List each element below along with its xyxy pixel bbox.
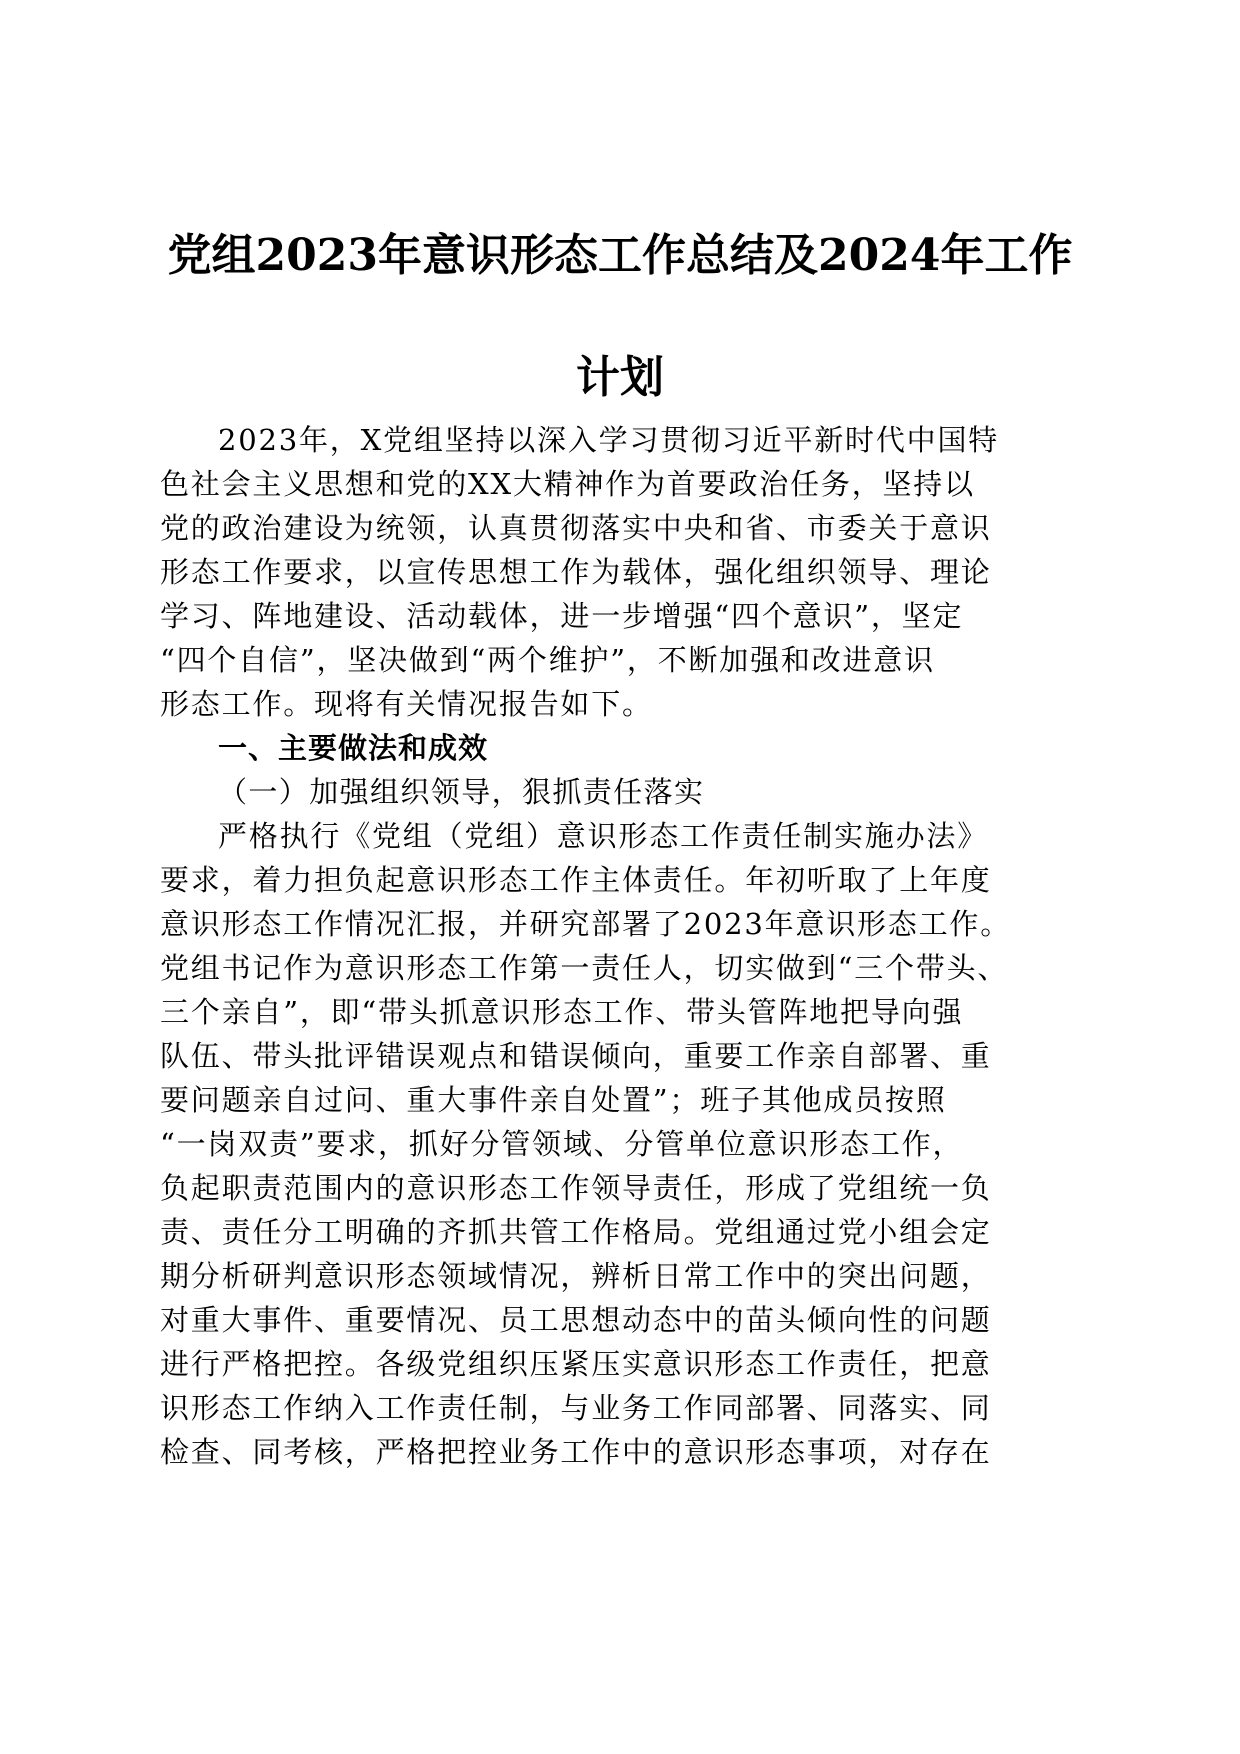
- body-paragraph-line: 检查、同考核，严格把控业务工作中的意识形态事项，对存在: [160, 1435, 992, 1469]
- body-paragraph-line: 对重大事件、重要情况、员工思想动态中的苗头倾向性的问题: [160, 1303, 992, 1337]
- body-paragraph-line: 严格执行《党组（党组）意识形态工作责任制实施办法》: [218, 819, 989, 853]
- body-paragraph-line: 责、责任分工明确的齐抓共管工作格局。党组通过党小组会定: [160, 1215, 992, 1249]
- intro-paragraph-line: 党的政治建设为统领，认真贯彻落实中央和省、市委关于意识: [160, 511, 992, 545]
- body-paragraph-line: “一岗双责”要求，抓好分管领域、分管单位意识形态工作，: [160, 1127, 964, 1161]
- intro-paragraph-line: “四个自信”，坚决做到“两个维护”，不断加强和改进意识: [160, 643, 935, 677]
- body-paragraph-line: 党组书记作为意识形态工作第一责任人，切实做到“三个带头、: [160, 951, 1009, 985]
- document-title-line-2: 计划: [576, 352, 664, 403]
- section-heading: 一、主要做法和成效: [218, 731, 489, 765]
- body-paragraph-line: 进行严格把控。各级党组织压紧压实意识形态工作责任，把意: [160, 1347, 992, 1381]
- document-title-line-1: 党组2023年意识形态工作总结及2024年工作: [167, 230, 1073, 281]
- body-paragraph-line: 负起职责范围内的意识形态工作领导责任，形成了党组统一负: [160, 1171, 992, 1205]
- body-paragraph-line: 队伍、带头批评错误观点和错误倾向，重要工作亲自部署、重: [160, 1039, 992, 1073]
- body-paragraph-line: 意识形态工作情况汇报，并研究部署了2023年意识形态工作。: [160, 907, 1012, 941]
- body-paragraph-line: 三个亲自”，即“带头抓意识形态工作、带头管阵地把导向强: [160, 995, 964, 1029]
- intro-paragraph-line: 色社会主义思想和党的XX大精神作为首要政治任务，坚持以: [160, 467, 975, 501]
- subsection-heading: （一）加强组织领导，狠抓责任落实: [218, 775, 705, 809]
- intro-paragraph-line: 2023年，X党组坚持以深入学习贯彻习近平新时代中国特: [218, 423, 1000, 457]
- body-paragraph-line: 期分析研判意识形态领域情况，辨析日常工作中的突出问题，: [160, 1259, 992, 1293]
- body-paragraph-line: 识形态工作纳入工作责任制，与业务工作同部署、同落实、同: [160, 1391, 992, 1425]
- body-paragraph-line: 要求，着力担负起意识形态工作主体责任。年初听取了上年度: [160, 863, 992, 897]
- intro-paragraph-line: 形态工作要求，以宣传思想工作为载体，强化组织领导、理论: [160, 555, 992, 589]
- intro-paragraph-line: 学习、阵地建设、活动载体，进一步增强“四个意识”，坚定: [160, 599, 964, 633]
- intro-paragraph-line: 形态工作。现将有关情况报告如下。: [160, 687, 653, 721]
- body-paragraph-line: 要问题亲自过问、重大事件亲自处置”；班子其他成员按照: [160, 1083, 947, 1117]
